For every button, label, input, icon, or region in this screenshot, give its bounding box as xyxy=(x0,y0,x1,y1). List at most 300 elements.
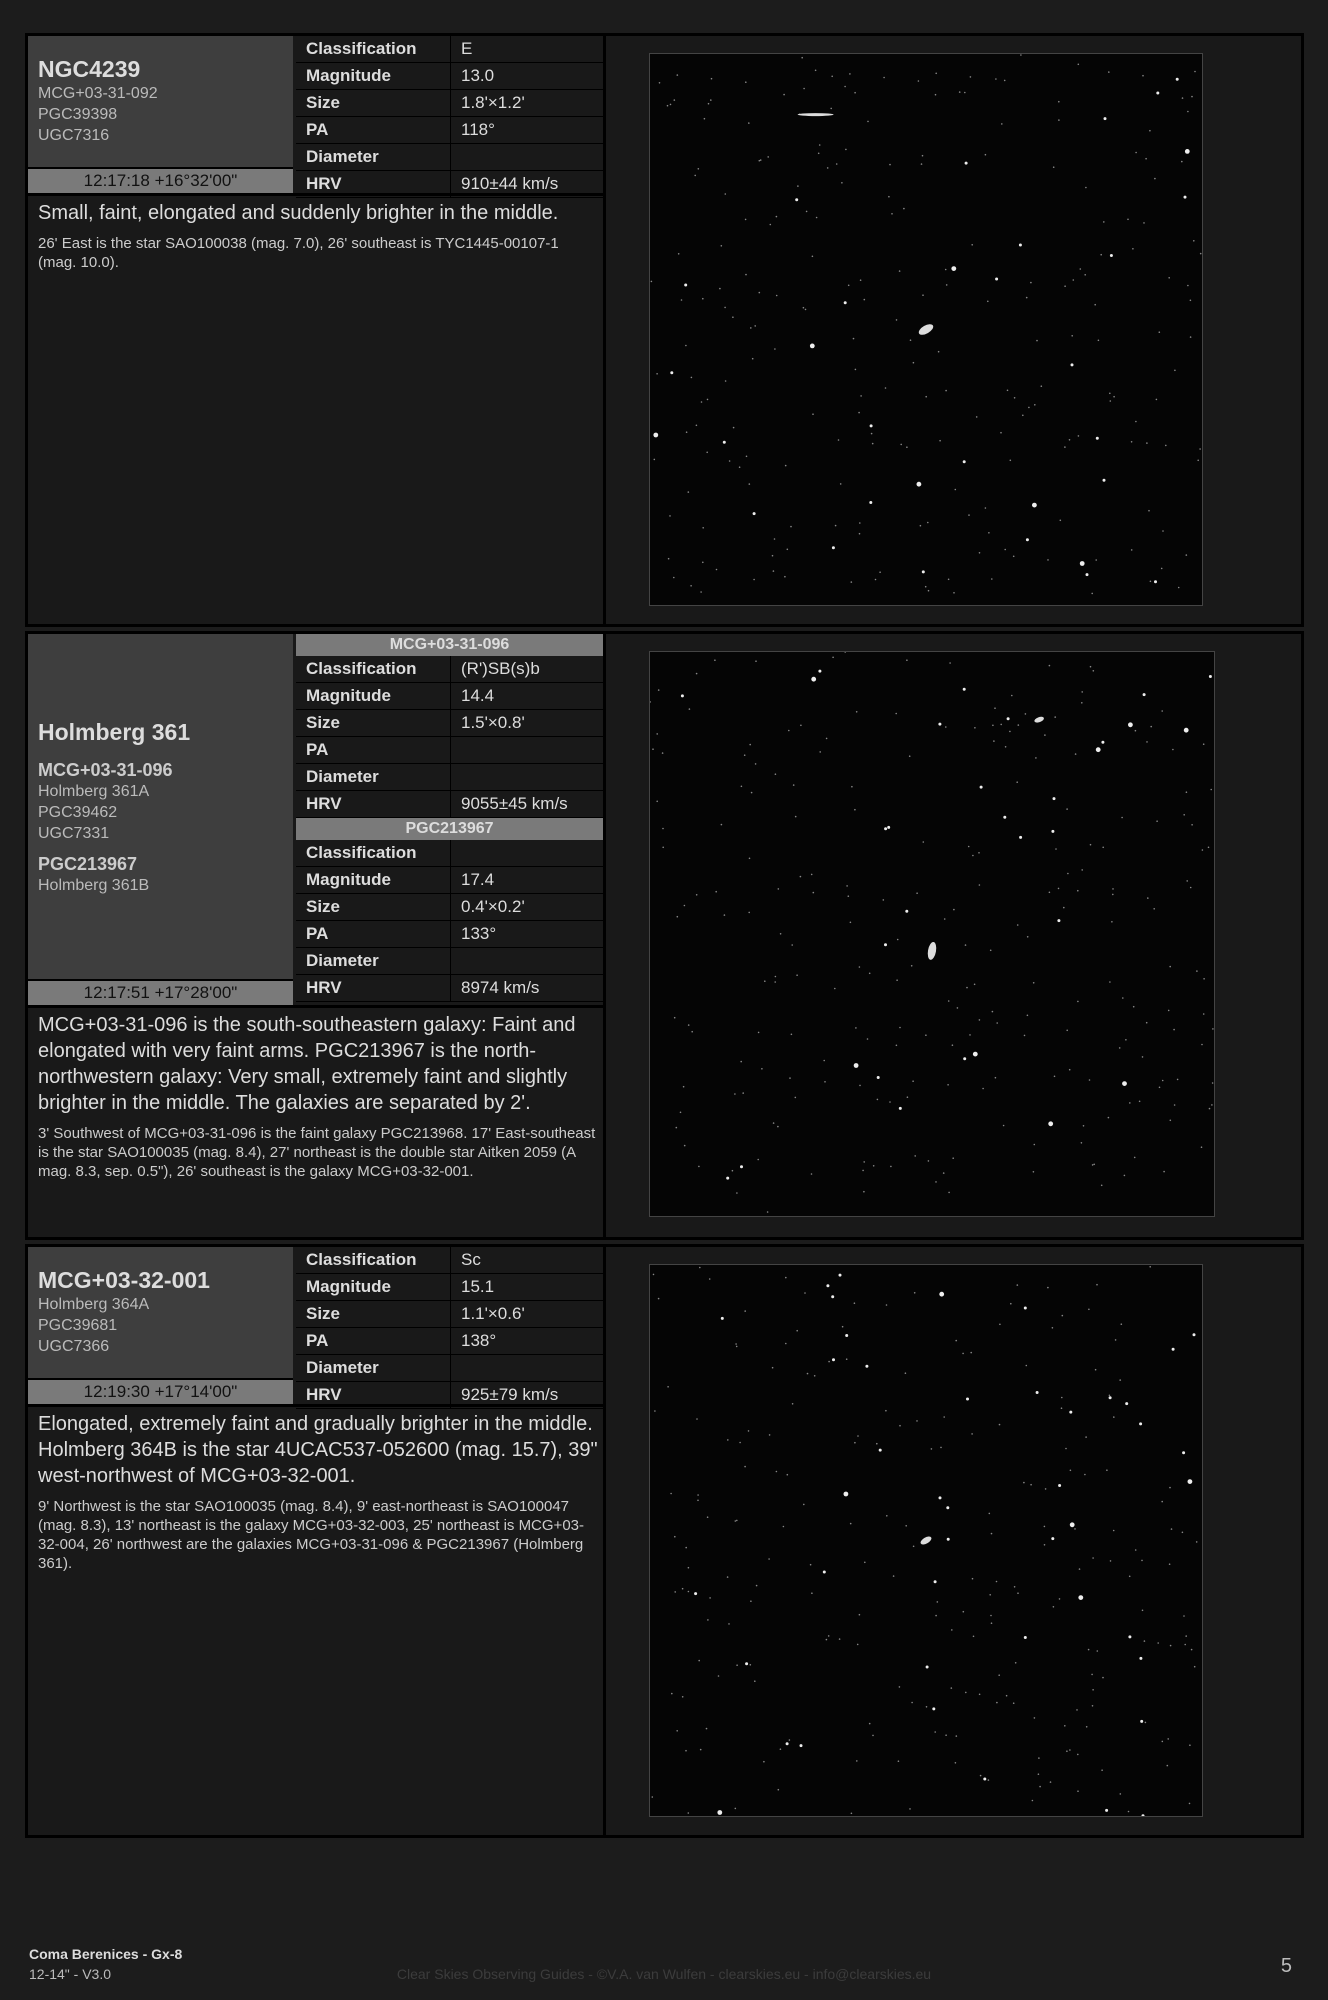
star xyxy=(1150,726,1152,728)
star xyxy=(653,433,658,438)
star xyxy=(749,483,751,485)
star xyxy=(1103,479,1106,482)
star xyxy=(815,70,817,72)
star xyxy=(791,1034,793,1036)
star xyxy=(854,1063,859,1068)
star xyxy=(934,1731,936,1733)
star xyxy=(1069,1069,1071,1071)
star xyxy=(1017,924,1019,926)
info-column xyxy=(28,36,606,624)
star xyxy=(945,269,947,271)
star xyxy=(667,105,669,107)
star xyxy=(899,1107,902,1110)
star xyxy=(741,786,743,788)
star xyxy=(757,1159,759,1161)
star xyxy=(1109,1396,1112,1399)
star xyxy=(1127,219,1129,221)
property-row xyxy=(296,1355,603,1382)
star xyxy=(1079,1568,1081,1570)
star xyxy=(772,1367,774,1369)
star xyxy=(939,1292,944,1297)
star xyxy=(704,118,706,120)
property-key: PA xyxy=(296,921,451,948)
star xyxy=(1194,71,1196,73)
alias: Holmberg 361B xyxy=(38,877,150,894)
galaxy xyxy=(917,322,935,337)
star xyxy=(928,590,930,592)
star xyxy=(1184,728,1189,733)
star xyxy=(1070,1470,1072,1472)
star xyxy=(922,294,924,296)
star xyxy=(1135,730,1137,732)
star xyxy=(652,748,654,750)
star xyxy=(1143,222,1145,224)
star xyxy=(1057,919,1060,922)
star xyxy=(857,1644,859,1646)
star xyxy=(1041,385,1043,387)
star xyxy=(1169,1487,1171,1489)
star xyxy=(1092,1164,1094,1166)
star xyxy=(916,1420,918,1422)
star xyxy=(859,1085,861,1087)
star xyxy=(776,216,778,218)
alias: UGC7316 xyxy=(38,127,110,144)
star xyxy=(928,1160,930,1162)
star xyxy=(735,1343,737,1345)
star xyxy=(1007,390,1009,392)
star xyxy=(985,154,987,156)
star xyxy=(786,1742,789,1745)
star xyxy=(862,1170,864,1172)
star xyxy=(755,660,757,662)
star xyxy=(991,578,993,580)
star xyxy=(740,1061,742,1063)
star xyxy=(844,1492,849,1497)
star xyxy=(685,1750,687,1752)
star xyxy=(835,525,837,527)
star xyxy=(767,1211,769,1213)
star xyxy=(1086,573,1089,576)
star xyxy=(1091,593,1093,595)
star xyxy=(1026,297,1028,299)
star xyxy=(1014,1586,1016,1588)
star xyxy=(706,1728,708,1730)
star xyxy=(1027,1015,1029,1017)
star xyxy=(684,1145,686,1147)
star xyxy=(1139,1422,1142,1425)
star xyxy=(1119,1047,1121,1049)
star xyxy=(668,558,670,560)
star xyxy=(1026,1365,1028,1367)
star xyxy=(748,1430,750,1432)
star xyxy=(669,515,671,517)
star xyxy=(1102,847,1104,849)
star xyxy=(828,1361,830,1363)
star xyxy=(963,1611,965,1613)
star xyxy=(1065,1448,1067,1450)
star xyxy=(871,433,873,435)
star xyxy=(1095,559,1097,561)
star xyxy=(1066,1750,1068,1752)
star xyxy=(951,1687,953,1689)
star xyxy=(746,456,748,458)
star xyxy=(832,657,834,659)
property-key: PA xyxy=(296,737,451,764)
star xyxy=(978,852,980,854)
star xyxy=(1209,675,1212,678)
star xyxy=(755,763,757,765)
star xyxy=(1058,1484,1061,1487)
star xyxy=(1092,1705,1094,1707)
star xyxy=(896,979,898,981)
star xyxy=(658,689,660,691)
property-value: 14.4 xyxy=(451,683,604,710)
property-row xyxy=(296,867,603,894)
property-key: Classification xyxy=(296,656,451,683)
star xyxy=(999,1324,1001,1326)
property-key: HRV xyxy=(296,791,451,818)
star xyxy=(1191,824,1193,826)
star xyxy=(864,1562,866,1564)
star xyxy=(931,1448,933,1450)
star xyxy=(974,984,976,986)
star xyxy=(772,555,774,557)
star xyxy=(729,460,731,462)
star xyxy=(1212,1082,1214,1084)
star xyxy=(851,786,853,788)
star xyxy=(1176,78,1179,81)
star xyxy=(1131,549,1133,551)
star xyxy=(846,1358,848,1360)
star xyxy=(1104,117,1107,120)
star xyxy=(979,552,981,554)
star xyxy=(923,841,925,843)
star xyxy=(1181,161,1183,163)
star xyxy=(1163,1171,1165,1173)
info-column xyxy=(28,1247,606,1835)
star xyxy=(955,489,957,491)
star xyxy=(1028,407,1030,409)
star xyxy=(774,348,776,350)
star xyxy=(654,1410,656,1412)
star xyxy=(1033,1171,1035,1173)
star xyxy=(918,80,920,82)
star xyxy=(810,1564,812,1566)
star xyxy=(1167,1765,1169,1767)
star xyxy=(971,1433,973,1435)
property-key: Classification xyxy=(296,36,451,63)
star xyxy=(1189,1744,1191,1746)
star xyxy=(784,576,786,578)
description xyxy=(38,1012,598,1181)
image-column xyxy=(609,36,1301,624)
divider xyxy=(28,193,606,196)
star xyxy=(750,1664,752,1666)
star xyxy=(1093,1164,1095,1166)
property-value: 9055±45 km/s xyxy=(451,791,604,818)
star xyxy=(676,1730,678,1732)
star xyxy=(1154,580,1157,583)
star xyxy=(1133,1006,1135,1008)
star xyxy=(725,193,727,195)
properties-table xyxy=(296,840,603,1002)
star xyxy=(1149,1266,1151,1268)
star xyxy=(1018,724,1020,726)
coordinates: 12:19:30 +17°14'00" xyxy=(28,1378,293,1404)
star xyxy=(879,1449,882,1452)
star xyxy=(1110,254,1113,257)
star xyxy=(1183,1615,1185,1617)
star xyxy=(1110,400,1112,402)
star xyxy=(1053,797,1056,800)
star xyxy=(689,708,691,710)
star xyxy=(795,1097,797,1099)
star xyxy=(652,1796,654,1798)
star xyxy=(1093,670,1095,672)
star xyxy=(1174,370,1176,372)
star xyxy=(909,1808,911,1810)
star xyxy=(702,527,704,529)
star xyxy=(1086,1726,1088,1728)
star xyxy=(739,466,741,468)
star xyxy=(1108,1117,1110,1119)
star xyxy=(832,546,835,549)
star xyxy=(1197,460,1199,462)
star xyxy=(1143,693,1146,696)
star xyxy=(697,1494,699,1496)
star xyxy=(700,1749,702,1751)
alias: PGC39398 xyxy=(38,106,118,123)
star xyxy=(972,855,974,857)
star xyxy=(1054,1076,1056,1078)
star xyxy=(876,1443,878,1445)
star xyxy=(860,395,862,397)
star xyxy=(965,162,968,165)
star xyxy=(1101,741,1104,744)
star xyxy=(1142,75,1144,77)
star xyxy=(1140,1720,1143,1723)
star xyxy=(992,1011,994,1013)
star xyxy=(854,1302,856,1304)
star xyxy=(888,196,890,198)
star xyxy=(917,482,922,487)
star xyxy=(905,910,908,913)
star xyxy=(748,912,750,914)
footer-credit: Clear Skies Observing Guides - ©V.A. van Wulfen - clearskies.eu - info@clearskies.eu xyxy=(396,1966,932,1982)
star xyxy=(1103,221,1105,223)
star xyxy=(1101,1769,1103,1771)
star xyxy=(856,711,858,713)
star xyxy=(1124,1175,1126,1177)
star xyxy=(795,816,797,818)
property-value: 910±44 km/s xyxy=(451,171,604,198)
star xyxy=(1113,1416,1115,1418)
description xyxy=(38,200,598,272)
star xyxy=(1081,702,1083,704)
star xyxy=(696,673,698,675)
property-key: PA xyxy=(296,1328,451,1355)
star xyxy=(910,339,912,341)
star xyxy=(884,943,887,946)
star xyxy=(905,1525,907,1527)
star xyxy=(686,431,688,433)
star xyxy=(990,950,992,952)
star xyxy=(702,298,704,300)
star xyxy=(656,733,658,735)
star xyxy=(696,1418,698,1420)
star xyxy=(916,892,918,894)
star xyxy=(851,581,853,583)
star xyxy=(957,1007,959,1009)
star xyxy=(948,579,950,581)
star xyxy=(1135,421,1137,423)
star xyxy=(1150,581,1152,583)
galaxy xyxy=(1034,716,1045,724)
star xyxy=(674,1017,676,1019)
star xyxy=(682,1696,684,1698)
star xyxy=(913,362,915,364)
star xyxy=(1157,1642,1159,1644)
star xyxy=(810,344,815,349)
star xyxy=(1183,814,1185,816)
star xyxy=(938,351,940,353)
star xyxy=(1059,1598,1061,1600)
star xyxy=(841,182,843,184)
star xyxy=(742,1092,744,1094)
star xyxy=(980,786,983,789)
star xyxy=(974,727,976,729)
star xyxy=(753,512,756,515)
star xyxy=(863,1161,865,1163)
star xyxy=(826,1639,828,1641)
star xyxy=(778,888,780,890)
sky-image xyxy=(649,651,1215,1217)
star xyxy=(995,1077,997,1079)
star xyxy=(926,1666,929,1669)
star xyxy=(991,1533,993,1535)
object-section-holmberg-361 xyxy=(25,631,1304,1240)
star xyxy=(932,1707,935,1710)
star xyxy=(845,149,847,151)
star xyxy=(1070,1522,1075,1527)
star xyxy=(914,1292,916,1294)
star xyxy=(1182,1451,1185,1454)
star xyxy=(1186,791,1188,793)
star xyxy=(1003,816,1006,819)
star xyxy=(671,1693,673,1695)
star xyxy=(1080,268,1082,270)
star xyxy=(1109,1395,1111,1397)
star xyxy=(1193,240,1195,242)
property-row xyxy=(296,894,603,921)
star xyxy=(796,1330,798,1332)
star xyxy=(1095,1369,1097,1371)
object-name: Holmberg 361 xyxy=(38,719,191,745)
property-key: Magnitude xyxy=(296,1274,451,1301)
star xyxy=(750,327,752,329)
alias: Holmberg 361A xyxy=(38,783,150,800)
star xyxy=(814,1375,816,1377)
property-value: 1.5'×0.8' xyxy=(451,710,604,737)
star xyxy=(769,1434,771,1436)
property-key: Classification xyxy=(296,1247,451,1274)
property-key: HRV xyxy=(296,171,451,198)
star xyxy=(1170,1645,1172,1647)
star xyxy=(775,773,777,775)
star xyxy=(1053,1606,1055,1608)
star xyxy=(968,514,970,516)
star xyxy=(774,538,776,540)
star xyxy=(872,443,874,445)
star xyxy=(883,77,885,79)
star xyxy=(744,1310,746,1312)
star xyxy=(1049,892,1051,894)
star xyxy=(951,1629,953,1631)
star xyxy=(983,1778,986,1781)
star xyxy=(1162,1741,1164,1743)
star xyxy=(848,285,850,287)
star xyxy=(724,914,726,916)
star xyxy=(754,1680,756,1682)
star xyxy=(1090,844,1092,846)
star xyxy=(827,167,829,169)
star xyxy=(1187,285,1189,287)
alias: Holmberg 364A xyxy=(38,1296,150,1313)
property-value: 138° xyxy=(451,1328,604,1355)
star xyxy=(690,585,692,587)
star xyxy=(776,295,778,297)
star xyxy=(736,1346,738,1348)
property-value: 13.0 xyxy=(451,63,604,90)
property-row xyxy=(296,840,603,867)
star xyxy=(724,307,726,309)
galaxy xyxy=(926,941,937,960)
star xyxy=(778,1789,780,1791)
star xyxy=(773,570,775,572)
star xyxy=(707,399,709,401)
star xyxy=(895,713,897,715)
star xyxy=(667,1386,669,1388)
star xyxy=(989,1513,991,1515)
star xyxy=(1186,880,1188,882)
star xyxy=(795,198,798,201)
star xyxy=(1047,1287,1049,1289)
star xyxy=(1014,397,1016,399)
star xyxy=(939,1496,942,1499)
property-row xyxy=(296,921,603,948)
star xyxy=(1112,888,1114,890)
star xyxy=(1121,817,1123,819)
star xyxy=(952,1157,954,1159)
star xyxy=(674,1591,676,1593)
star xyxy=(1097,1650,1099,1652)
star xyxy=(966,987,968,989)
star xyxy=(800,1744,803,1747)
star xyxy=(1001,123,1003,125)
star xyxy=(760,159,762,161)
star xyxy=(1113,396,1115,398)
star xyxy=(1005,746,1007,748)
star xyxy=(889,1101,891,1103)
star xyxy=(982,1088,984,1090)
star xyxy=(1110,1560,1112,1562)
star xyxy=(697,1500,699,1502)
property-value: (R')SB(s)b xyxy=(451,656,604,683)
star xyxy=(1016,781,1018,783)
star xyxy=(721,245,723,247)
star xyxy=(1162,1080,1164,1082)
star xyxy=(785,465,787,467)
